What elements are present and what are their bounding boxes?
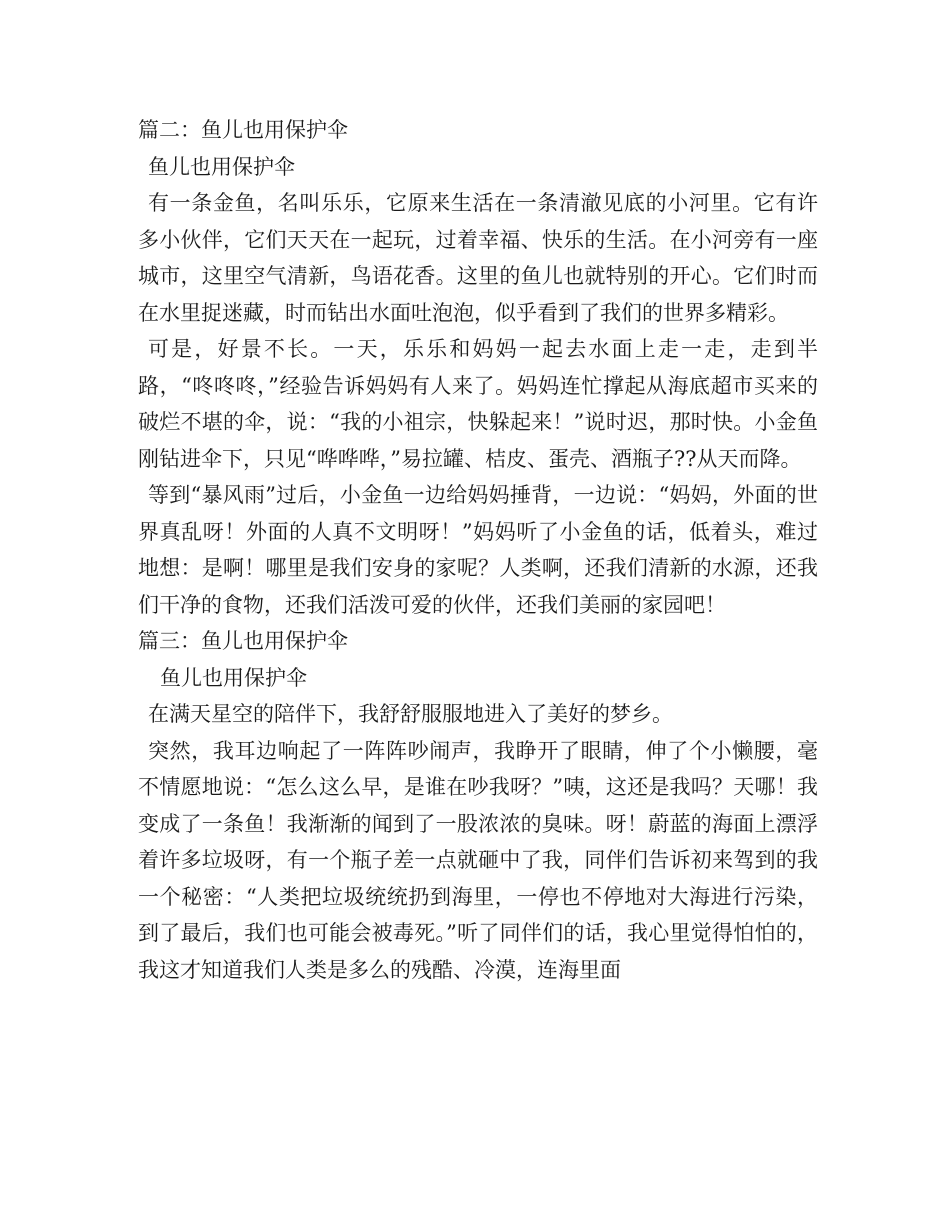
- section-heading-3: 篇三：鱼儿也用保护伞: [138, 629, 348, 653]
- paragraph: 有一条金鱼，名叫乐乐，它原来生活在一条清澈见底的小河里。它有许多小伙伴，它们天天在一起玩，过着幸福、快乐的生活。在小河旁有一座城市，这里空气清新，鸟语花香。这里的鱼儿也就特别的开心。它们时而在水里捉迷藏，时而钻出水面吐泡泡，似乎看到了我们的世界多精彩。: [138, 191, 818, 325]
- paragraph: 等到“暴风雨”过后，小金鱼一边给妈妈捶背，一边说：“妈妈，外面的世界真乱呀！外面的人真不文明呀！”妈妈听了小金鱼的话，低着头，难过地想：是啊！哪里是我们安身的家呢？人类啊，还我们清新的水源，还我们干净的食物，还我们活泼可爱的伙伴，还我们美丽的家园吧！: [138, 483, 818, 617]
- document-body: [138, 112, 818, 988]
- paragraph: 在满天星空的陪伴下，我舒舒服服地进入了美好的梦乡。: [148, 702, 673, 726]
- section-subtitle-2: 鱼儿也用保护伞: [148, 154, 295, 179]
- section-heading-2: 篇二：鱼儿也用保护伞: [138, 118, 348, 142]
- section-subtitle-3: 鱼儿也用保护伞: [160, 665, 307, 690]
- paragraph: 突然，我耳边响起了一阵阵吵闹声，我睁开了眼睛，伸了个小懒腰，毫不情愿地说：“怎么这么早，是谁在吵我呀？”咦，这还是我吗？天哪！我变成了一条鱼！我渐渐的闻到了一股浓浓的臭味。呀！蔚蓝的海面上漂浮着许多垃圾呀，有一个瓶子差一点就砸中了我，同伴们告诉初来驾到的我一个秘密：“人类把垃圾统统扔到海里，一停也不停地对大海进行污染，到了最后，我们也可能会被毒死。”听了同伴们的话，我心里觉得怕怕的，我这才知道我们人类是多么的残酷、冷漠，连海里面: [138, 738, 818, 982]
- paragraph: 可是，好景不长。一天，乐乐和妈妈一起去水面上走一走，走到半路，“咚咚咚，”经验告诉妈妈有人来了。妈妈连忙撑起从海底超市买来的破烂不堪的伞，说：“我的小祖宗，快躲起来！”说时迟，那时快。小金鱼刚钻进伞下，只见“哗哗哗，”易拉罐、桔皮、蛋壳、酒瓶子??从天而降。: [138, 337, 818, 471]
